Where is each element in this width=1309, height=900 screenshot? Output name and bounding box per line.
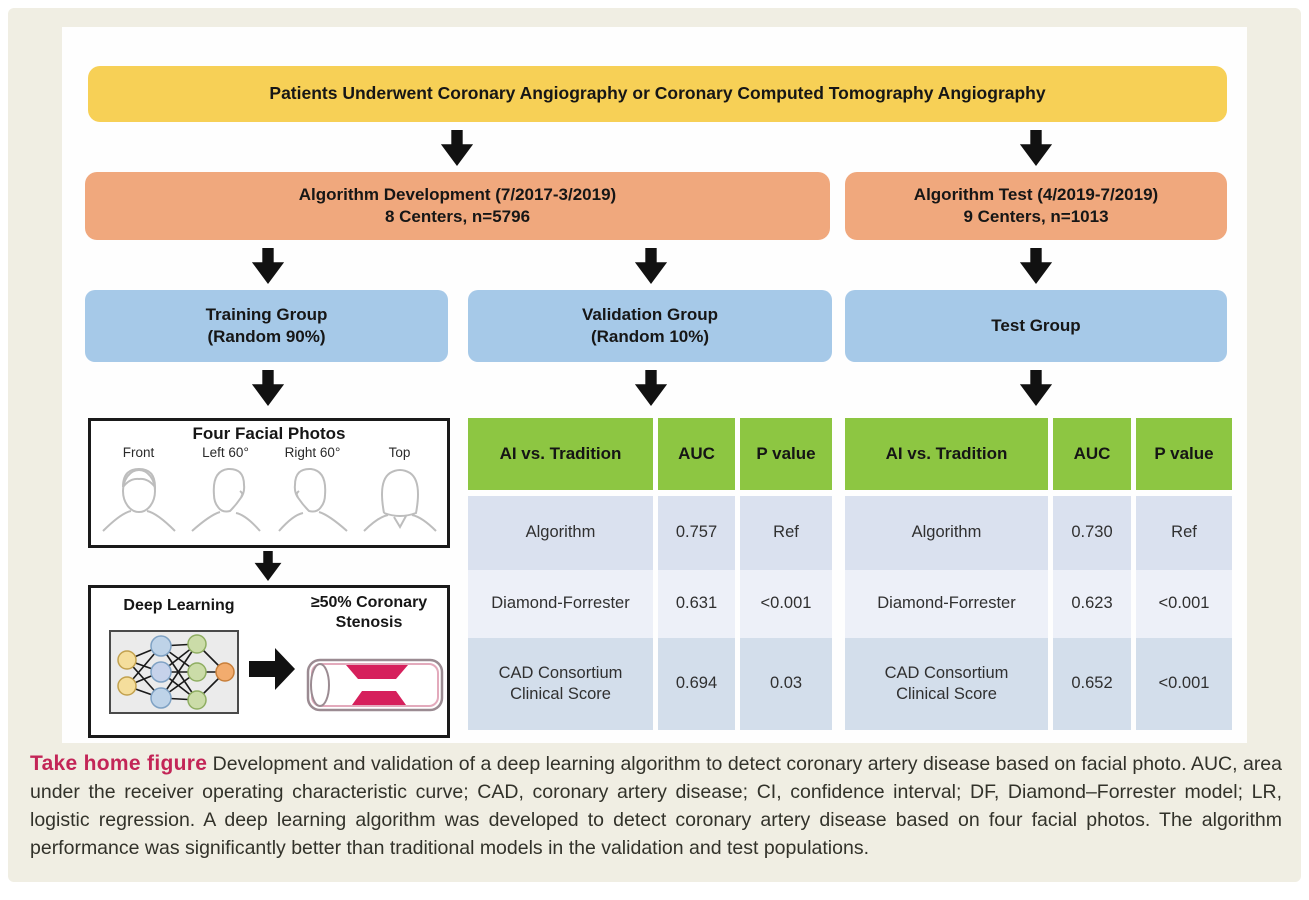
- down-arrow-icon: [254, 551, 282, 581]
- validation-group-box: [468, 290, 832, 362]
- test-box-line1: Algorithm Test (4/2019-7/2019): [913, 184, 1159, 204]
- algorithm-test-box: [845, 172, 1227, 240]
- validation-table: [468, 418, 832, 730]
- face-front: [96, 444, 182, 533]
- down-arrow-icon: [634, 248, 668, 284]
- pvalue-cell: <0.001: [1136, 570, 1232, 638]
- header-cell: P value: [1136, 418, 1232, 490]
- deep-learning-box: [88, 585, 450, 738]
- model-cell: Diamond-Forrester: [468, 570, 653, 638]
- training-line1: Training Group: [205, 304, 328, 324]
- face-top: [357, 444, 443, 533]
- header-cell: AI vs. Tradition: [845, 418, 1048, 490]
- deep-learning-title: Deep Learning: [123, 597, 235, 614]
- face-left-label: Left 60°: [202, 445, 249, 460]
- face-front-label: Front: [122, 445, 155, 460]
- auc-cell: 0.694: [658, 638, 735, 730]
- patients-box: [88, 66, 1227, 122]
- coronary-stenosis-icon: [304, 656, 446, 714]
- down-arrow-icon: [1019, 130, 1053, 166]
- face-top-sketch-icon: [360, 461, 440, 533]
- face-right-label: Right 60°: [284, 445, 341, 460]
- header-cell: P value: [740, 418, 832, 490]
- model-cell: Diamond-Forrester: [845, 570, 1048, 638]
- model-cell: CAD Consortium Clinical Score: [845, 638, 1048, 730]
- down-arrow-icon: [1019, 248, 1053, 284]
- patients-box-label: Patients Underwent Coronary Angiography or Coronary Computed Tomography Angiography: [269, 83, 1046, 104]
- vessel-illustration: [304, 656, 446, 714]
- test-table: [845, 418, 1232, 730]
- auc-cell: 0.652: [1053, 638, 1131, 730]
- caption-text: Development and validation of a deep learning algorithm to detect coronary artery disease based on facial photo. AUC, area under the receiver operating characteristic curve; CAD, coronary artery disease; CI, confidence interval; DF, Diamond–Forrester model; LR, logistic regression. A deep learning algorithm was developed to detect coronary artery disease based on four facial photos. The algorithm performance was significantly better than traditional models in the validation and test populations.: [30, 753, 1282, 859]
- face-right-60-sketch-icon: [273, 461, 353, 533]
- table-row: [845, 638, 1232, 730]
- dev-box-line2: 8 Centers, n=5796: [384, 207, 531, 226]
- table-row: [468, 570, 832, 638]
- stenosis-title: [291, 593, 447, 633]
- pvalue-cell: Ref: [740, 496, 832, 570]
- face-left-60-sketch-icon: [186, 461, 266, 533]
- pvalue-cell: <0.001: [1136, 638, 1232, 730]
- down-arrow-icon: [251, 248, 285, 284]
- auc-cell: 0.757: [658, 496, 735, 570]
- down-arrow-icon: [634, 370, 668, 406]
- training-line2: (Random 90%): [207, 327, 326, 346]
- down-arrow-icon: [251, 370, 285, 406]
- faces-row: [91, 444, 447, 545]
- training-group-box: [85, 290, 448, 362]
- down-arrow-icon: [1019, 370, 1053, 406]
- model-cell: CAD Consortium Clinical Score: [468, 638, 653, 730]
- face-front-sketch-icon: [99, 461, 179, 533]
- test-group-box: [845, 290, 1227, 362]
- auc-cell: 0.730: [1053, 496, 1131, 570]
- model-cell: Algorithm: [468, 496, 653, 570]
- neural-network-panel: [109, 630, 239, 714]
- pvalue-cell: 0.03: [740, 638, 832, 730]
- table-row: [468, 496, 832, 570]
- table-row: [845, 570, 1232, 638]
- model-cell: Algorithm: [845, 496, 1048, 570]
- test-group-label: Test Group: [991, 315, 1081, 335]
- caption-label: Take home figure: [30, 752, 208, 775]
- four-facial-photos-box: [88, 418, 450, 548]
- table-row: [845, 496, 1232, 570]
- right-arrow-icon: [249, 648, 295, 690]
- algorithm-development-box: [85, 172, 830, 240]
- validation-table-header: [468, 418, 832, 490]
- neural-network-icon: [111, 632, 237, 712]
- header-cell: AUC: [1053, 418, 1131, 490]
- pvalue-cell: <0.001: [740, 570, 832, 638]
- pvalue-cell: Ref: [1136, 496, 1232, 570]
- dev-box-line1: Algorithm Development (7/2017-3/2019): [298, 184, 617, 204]
- figure-caption: [30, 750, 1282, 862]
- face-right-60: [270, 444, 356, 533]
- face-top-label: Top: [388, 445, 411, 460]
- test-table-header: [845, 418, 1232, 490]
- face-left-60: [183, 444, 269, 533]
- photos-box-title: Four Facial Photos: [192, 424, 346, 443]
- stenosis-line1: ≥50% Coronary: [310, 594, 428, 611]
- header-cell: AUC: [658, 418, 735, 490]
- validation-line2: (Random 10%): [590, 327, 710, 346]
- down-arrow-icon: [440, 130, 474, 166]
- test-box-line2: 9 Centers, n=1013: [963, 207, 1109, 226]
- validation-line1: Validation Group: [581, 304, 718, 324]
- auc-cell: 0.631: [658, 570, 735, 638]
- table-row: [468, 638, 832, 730]
- auc-cell: 0.623: [1053, 570, 1131, 638]
- stenosis-line2: Stenosis: [335, 614, 403, 631]
- header-cell: AI vs. Tradition: [468, 418, 653, 490]
